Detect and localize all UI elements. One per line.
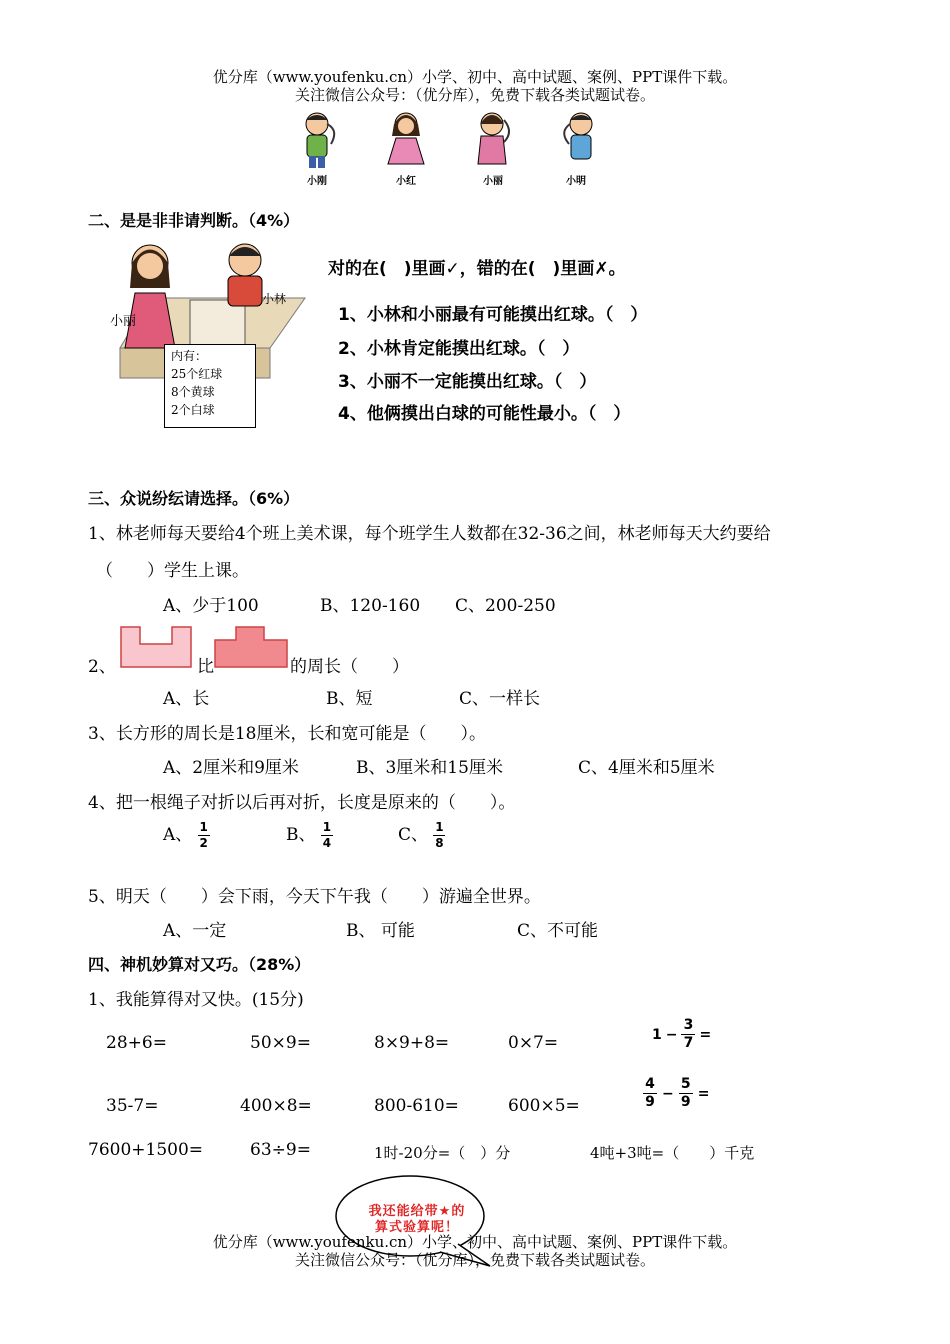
q5-option-a: A、一定 xyxy=(163,921,227,941)
q1-option-b: B、120-160 xyxy=(320,596,421,616)
minus: − xyxy=(662,1085,674,1102)
footer-line-1: 优分库（www.youfenku.cn）小学、初中、高中试题、案例、PPT课件下载。 xyxy=(212,1233,738,1251)
kid-li-image xyxy=(468,110,518,170)
box-item: 25个红球 xyxy=(171,367,223,381)
q1-line-1: 1、林老师每天要给4个班上美术课，每个班学生人数都在32-36之间，林老师每天大约要给 xyxy=(88,524,771,544)
numerator: 5 xyxy=(680,1076,691,1092)
fraction xyxy=(198,821,210,850)
numerator: 1 xyxy=(322,820,332,834)
lottery-illustration xyxy=(110,238,310,433)
calc-item: 50×9= xyxy=(250,1033,311,1053)
denominator: 8 xyxy=(435,836,444,850)
q1-option-c: C、200-250 xyxy=(455,596,556,616)
fraction xyxy=(643,1077,657,1110)
section2-title: 二、是是非非请判断。（4%） xyxy=(88,211,300,230)
q4-option-label: A、 xyxy=(163,825,193,845)
fraction xyxy=(681,1018,695,1051)
q2-option-a: A、长 xyxy=(163,689,210,709)
section3-title: 三、众说纷纭请选择。（6%） xyxy=(88,489,300,508)
fraction xyxy=(433,821,445,850)
section4-sub1: 1、我能算得对又快。(15分) xyxy=(88,990,304,1010)
kid-ming-image xyxy=(555,110,605,170)
kid-name: 小刚 xyxy=(307,176,327,187)
q5-text: 5、明天（ ）会下雨，今天下午我（ ）游遍全世界。 xyxy=(88,887,541,907)
calc-item: 800-610= xyxy=(374,1096,459,1116)
fraction xyxy=(321,821,333,850)
header-line-1: 优分库（www.youfenku.cn）小学、初中、高中试题、案例、PPT课件下载。 xyxy=(212,68,738,86)
section4-title: 四、神机妙算对又巧。（28%） xyxy=(88,955,311,974)
kid-name: 小明 xyxy=(566,176,586,187)
equals: = xyxy=(697,1085,710,1102)
q1-option-a: A、少于100 xyxy=(163,596,259,616)
box-item: 2个白球 xyxy=(171,403,215,417)
numerator: 4 xyxy=(645,1076,655,1092)
kid-name: 小红 xyxy=(396,176,416,187)
denominator: 2 xyxy=(199,836,208,850)
minus: − xyxy=(665,1026,678,1043)
q3-option-b: B、3厘米和15厘米 xyxy=(356,758,503,778)
q4-option-label: C、 xyxy=(398,825,429,845)
q4-option-b xyxy=(286,820,333,850)
calc-item: 600×5= xyxy=(508,1096,580,1116)
calc-item: 28+6= xyxy=(106,1033,167,1053)
calc-item: 4吨+3吨=（ ）千克 xyxy=(590,1144,755,1162)
fraction xyxy=(679,1077,693,1110)
calc-item: 1时-20分=（ ）分 xyxy=(374,1144,511,1162)
judge-item: 2、小林肯定能摸出红球。（ ） xyxy=(338,339,580,359)
calc-item: 0×7= xyxy=(508,1033,559,1053)
numerator: 1 xyxy=(435,820,444,834)
q2-option-c: C、一样长 xyxy=(459,689,541,709)
calc-item: 8×9+8= xyxy=(374,1033,450,1053)
q3-text: 3、长方形的周长是18厘米，长和宽可能是（ ）。 xyxy=(88,724,486,744)
q5-option-c: C、不可能 xyxy=(517,921,599,941)
equals: = xyxy=(699,1026,712,1043)
section2-instruction: 对的在( )里画✓，错的在( )里画✗。 xyxy=(328,259,626,279)
box-title: 内有： xyxy=(171,349,208,363)
calc-fraction-1 xyxy=(652,1018,711,1051)
ball-content-box xyxy=(164,344,256,428)
denominator: 4 xyxy=(322,836,332,850)
calc-item: 63÷9= xyxy=(250,1140,311,1160)
q4-option-a xyxy=(163,820,210,850)
q3-option-c: C、4厘米和5厘米 xyxy=(578,758,715,778)
calc-item: 7600+1500= xyxy=(88,1140,204,1160)
girl-label: 小丽 xyxy=(110,314,137,329)
denominator: 7 xyxy=(683,1035,694,1051)
boy-label: 小林 xyxy=(262,292,287,306)
speech-bubble-text: 我还能给带★的算式验算呢！ xyxy=(368,1204,466,1235)
calc-fraction-2 xyxy=(643,1077,709,1110)
calc-item: 35-7= xyxy=(106,1096,159,1116)
kid-gang-image xyxy=(295,110,345,170)
shape-notched-rectangle xyxy=(120,626,192,668)
q4-option-c xyxy=(398,820,445,850)
kid-name: 小丽 xyxy=(483,176,503,187)
q2-mid: 比 xyxy=(197,657,214,677)
judge-item: 3、小丽不一定能摸出红球。（ ） xyxy=(338,372,597,392)
denominator: 9 xyxy=(680,1094,691,1110)
q4-option-label: B、 xyxy=(286,825,316,845)
whole: 1 xyxy=(652,1026,662,1043)
q2-option-b: B、短 xyxy=(326,689,373,709)
kid-hong-image xyxy=(380,110,432,170)
q2-suffix: 的周长（ ） xyxy=(290,657,409,677)
q3-option-a: A、2厘米和9厘米 xyxy=(163,758,299,778)
header-line-2: 关注微信公众号：（优分库），免费下载各类试题试卷。 xyxy=(294,86,655,104)
denominator: 9 xyxy=(645,1094,655,1110)
q2-prefix: 2、 xyxy=(88,657,116,677)
calc-item: 400×8= xyxy=(240,1096,312,1116)
q1-line-2: （ ）学生上课。 xyxy=(96,561,249,581)
q5-option-b: B、 可能 xyxy=(346,921,415,941)
q4-text: 4、把一根绳子对折以后再对折，长度是原来的（ ）。 xyxy=(88,793,516,813)
box-item: 8个黄球 xyxy=(171,385,215,399)
judge-item: 4、他俩摸出白球的可能性最小。（ ） xyxy=(338,404,631,424)
numerator: 1 xyxy=(199,820,208,834)
numerator: 3 xyxy=(683,1017,694,1033)
footer-line-2: 关注微信公众号：（优分库），免费下载各类试题试卷。 xyxy=(294,1251,655,1269)
judge-item: 1、小林和小丽最有可能摸出红球。（ ） xyxy=(338,305,648,325)
shape-stepped-rectangle xyxy=(214,626,288,668)
